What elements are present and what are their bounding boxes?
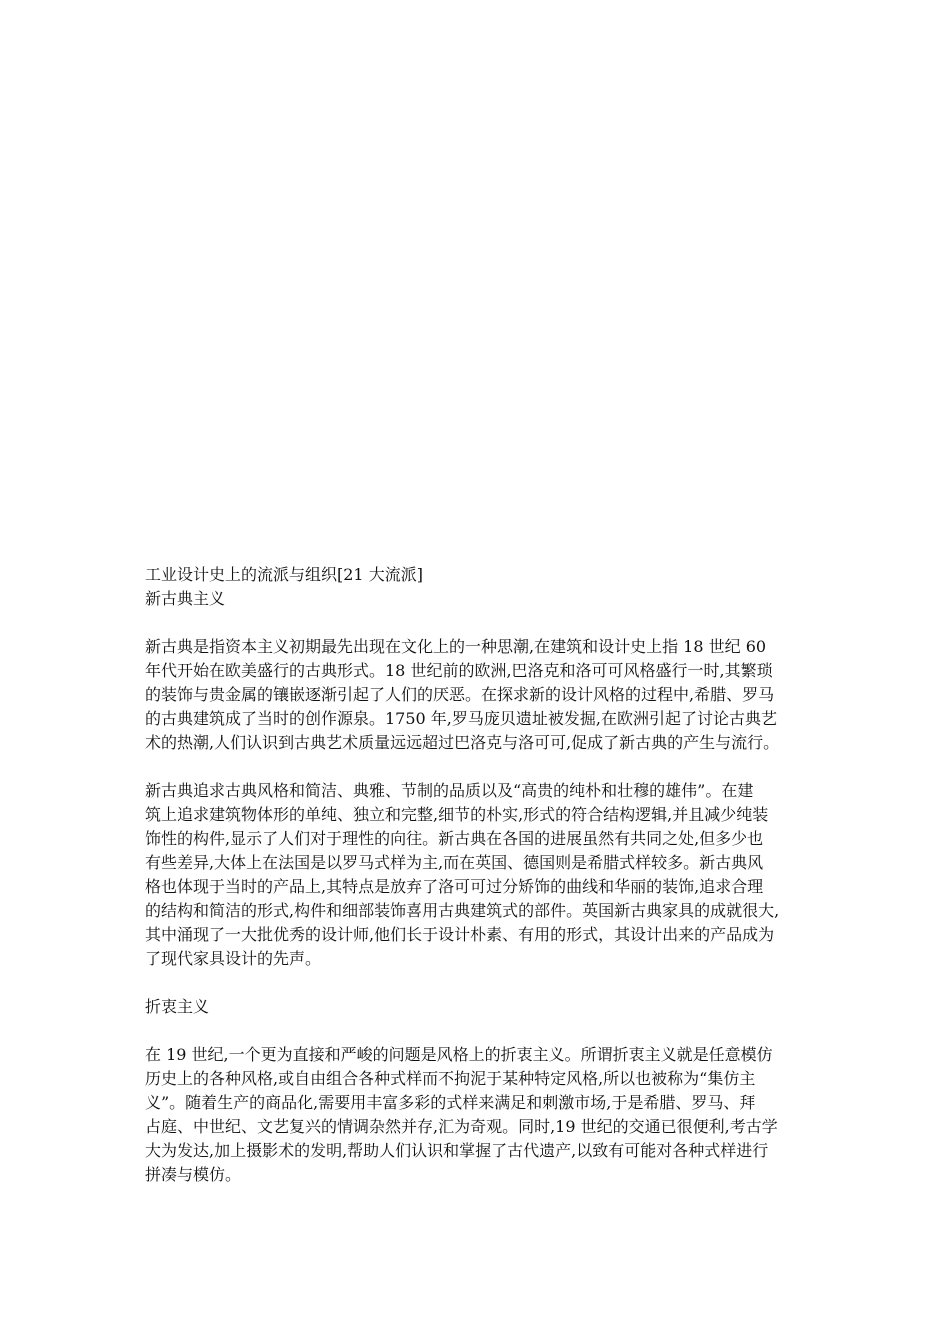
- text-line: 大为发达,加上摄影术的发明,帮助人们认识和掌握了古代遗产,以致有可能对各种式样进行: [145, 1141, 769, 1160]
- text-line: 在 19 世纪,一个更为直接和严峻的问题是风格上的折衷主义。所谓折衷主义就是任意模仿: [145, 1045, 773, 1064]
- text-line: 的结构和简洁的形式,构件和细部装饰喜用古典建筑式的部件。英国新古典家具的成就很大,: [145, 901, 780, 920]
- paragraph-gap: [145, 1019, 813, 1043]
- text-line: 筑上追求建筑物体形的单纯、独立和完整,细节的朴实,形式的符合结构逻辑,并且减少纯装: [145, 805, 769, 824]
- text-line: 拼凑与模仿。: [145, 1165, 242, 1184]
- paragraph-eclecticism: [145, 1043, 813, 1187]
- text-line: 义”。随着生产的商品化,需要用丰富多彩的式样来满足和刺激市场,于是希腊、罗马、拜: [145, 1093, 756, 1112]
- text-line: 有些差异,大体上在法国是以罗马式样为主,而在英国、德国则是希腊式样较多。新古典风: [145, 853, 764, 872]
- text-line: 的装饰与贵金属的镶嵌逐渐引起了人们的厌恶。在探求新的设计风格的过程中,希腊、罗马: [145, 685, 775, 704]
- section-heading-neoclassicism: 新古典主义: [145, 589, 226, 608]
- text-line: 占庭、中世纪、文艺复兴的情调杂然并存,汇为奇观。同时,19 世纪的交通已很便利,考古学: [145, 1117, 778, 1136]
- text-line: 饰性的构件,显示了人们对于理性的向往。新古典在各国的进展虽然有共同之处,但多少也: [145, 829, 764, 848]
- document-body: [145, 563, 813, 1187]
- paragraph-gap: [145, 611, 813, 635]
- text-line: 其中涌现了一大批优秀的设计师,他们长于设计朴素、有用的形式，其设计出来的产品成为: [145, 925, 775, 944]
- paragraph-gap: [145, 755, 813, 779]
- text-line: 新古典是指资本主义初期最先出现在文化上的一种思潮,在建筑和设计史上指 18 世纪 60: [145, 637, 767, 656]
- text-line: 了现代家具设计的先声。: [145, 949, 322, 968]
- paragraph-gap: [145, 971, 813, 995]
- text-line: 新古典追求古典风格和简洁、典雅、节制的品质以及“高贵的纯朴和壮穆的雄伟”。在建: [145, 781, 754, 800]
- text-line: 历史上的各种风格,或自由组合各种式样而不拘泥于某种特定风格,所以也被称为“集仿主: [145, 1069, 756, 1088]
- paragraph-neoclassicism-intro: [145, 635, 813, 755]
- text-line: 的古典建筑成了当时的创作源泉。1750 年,罗马庞贝遗址被发掘,在欧洲引起了讨论古典艺: [145, 709, 777, 728]
- text-line: 格也体现于当时的产品上,其特点是放弃了洛可可过分矫饰的曲线和华丽的装饰,追求合理: [145, 877, 764, 896]
- text-line: 术的热潮,人们认识到古典艺术质量远远超过巴洛克与洛可可,促成了新古典的产生与流行。: [145, 733, 780, 752]
- document-title: 工业设计史上的流派与组织[21 大流派]: [145, 565, 423, 584]
- text-line: 年代开始在欧美盛行的古典形式。18 世纪前的欧洲,巴洛克和洛可可风格盛行一时,其繁琐: [145, 661, 773, 680]
- section-heading-eclecticism: 折衷主义: [145, 997, 210, 1016]
- paragraph-neoclassicism-features: [145, 779, 813, 971]
